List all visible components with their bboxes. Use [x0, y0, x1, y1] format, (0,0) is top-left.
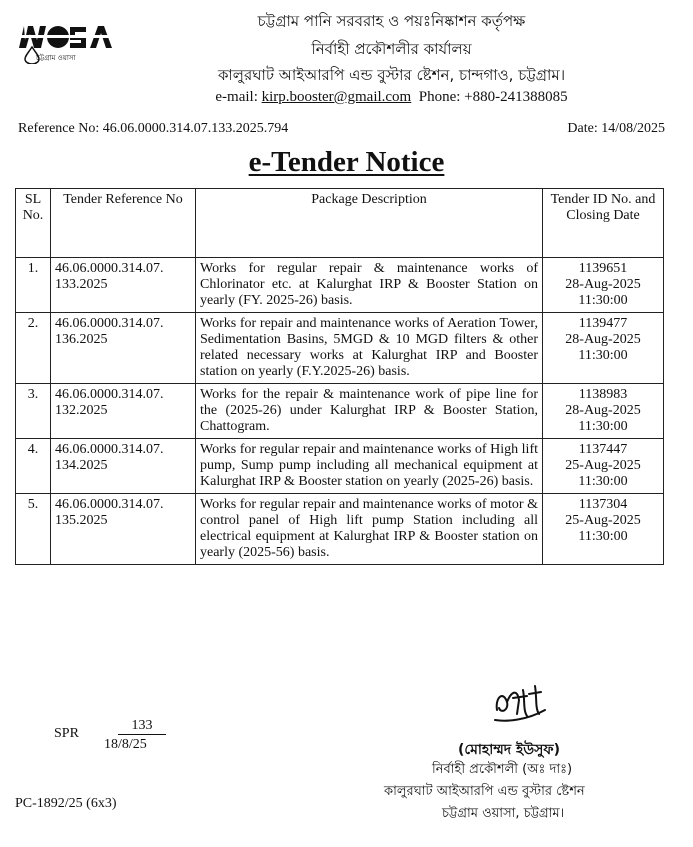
closing-time: 11:30:00: [578, 293, 628, 308]
closing-date: 25-Aug-2025: [565, 458, 641, 473]
tender-id: 1139651: [578, 261, 628, 276]
tender-id: 1137447: [578, 442, 628, 457]
cell-desc: Works for regular repair & maintenance works of Chlorinator etc. at Kalurghat IRP & Booster Station on yearly (FY. 2025-26) basis.: [196, 258, 543, 313]
table-row: [16, 313, 664, 384]
table-row: [16, 258, 664, 313]
cell-tid: [543, 439, 664, 494]
cell-desc: Works for regular repair and maintenance works of High lift pump, Sump pump including all mechanical equipment at Kalurghat IRP & Booster station on yearly (2025-26) basis.: [196, 439, 543, 494]
cell-sl: 5.: [16, 494, 51, 565]
cell-sl: 3.: [16, 384, 51, 439]
page-title: [0, 146, 693, 179]
phone-number: Phone: +880-241388085: [418, 89, 568, 105]
tender-table: [15, 188, 664, 565]
office-address: কালুরঘাট আইআরপি এন্ড বুস্টার ষ্টেশন, চান্দগাও, চট্টগ্রাম।: [217, 66, 566, 84]
tender-id: 1138983: [578, 387, 628, 402]
notice-date: Date: 14/08/2025: [567, 121, 665, 136]
signatory-org: চট্টগ্রাম ওয়াসা, চট্টগ্রাম।: [442, 806, 565, 821]
email-link[interactable]: kirp.booster@gmail.com: [261, 89, 412, 105]
tender-id: 1137304: [578, 497, 628, 512]
table-row: [16, 494, 664, 565]
org-name: চট্টগ্রাম পানি সরবরাহ ও পয়ঃনিষ্কাশন কর্তৃপক্ষ: [257, 12, 526, 30]
header-desc: Package Description: [196, 189, 543, 258]
cell-ref: 46.06.0000.314.07. 136.2025: [51, 313, 196, 384]
header-tid: Tender ID No. and Closing Date: [543, 189, 664, 258]
signatory-designation: নির্বাহী প্রকৌশলী (অঃ দাঃ): [432, 762, 573, 777]
cell-desc: Works for repair and maintenance works of Aeration Tower, Sedimentation Basins, 5MGD & 10 MGD filters & other related necessary works at Kalurghat IRP and Booster station on yearly (F.Y.2025-26) basis.: [196, 313, 543, 384]
cell-tid: [543, 384, 664, 439]
cell-tid: [543, 313, 664, 384]
table-row: [16, 439, 664, 494]
table-header-row: [16, 189, 664, 258]
closing-date: 28-Aug-2025: [565, 332, 641, 347]
contact-line: [90, 89, 693, 106]
pc-number: PC-1892/25 (6x3): [15, 796, 117, 811]
cell-ref: 46.06.0000.314.07. 135.2025: [51, 494, 196, 565]
closing-time: 11:30:00: [578, 474, 628, 489]
spr-number: 133: [118, 718, 166, 735]
office-name: নির্বাহী প্রকৌশলীর কার্যালয়: [311, 40, 472, 58]
closing-time: 11:30:00: [578, 529, 628, 544]
cell-desc: Works for regular repair and maintenance works of motor & control panel of High lift pump Station including all electrical equipment at Kalurghat IRP & Booster station on yearly (2025-56) basis.: [196, 494, 543, 565]
closing-date: 28-Aug-2025: [565, 403, 641, 418]
header-ref: Tender Reference No: [51, 189, 196, 258]
tender-id: 1139477: [578, 316, 628, 331]
closing-time: 11:30:00: [578, 348, 628, 363]
cell-desc: Works for the repair & maintenance work of pipe line for the (2025-26) under Kalurghat IRP & Booster Station, Chattogram.: [196, 384, 543, 439]
cell-ref: 46.06.0000.314.07. 133.2025: [51, 258, 196, 313]
cell-ref: 46.06.0000.314.07. 132.2025: [51, 384, 196, 439]
cell-ref: 46.06.0000.314.07. 134.2025: [51, 439, 196, 494]
cell-tid: [543, 494, 664, 565]
cell-tid: [543, 258, 664, 313]
signature-mark: [487, 680, 557, 728]
spr-date: 18/8/25: [104, 737, 147, 752]
closing-date: 25-Aug-2025: [565, 513, 641, 528]
spr-label: SPR: [54, 726, 79, 741]
table-row: [16, 384, 664, 439]
closing-time: 11:30:00: [578, 419, 628, 434]
cell-sl: 2.: [16, 313, 51, 384]
reference-number: Reference No: 46.06.0000.314.07.133.2025.794: [18, 121, 289, 136]
cell-sl: 1.: [16, 258, 51, 313]
closing-date: 28-Aug-2025: [565, 277, 641, 292]
header-sl: SL No.: [16, 189, 51, 258]
signatory-office: কালুরঘাট আইআরপি এন্ড বুস্টার ষ্টেশন: [384, 784, 585, 799]
signatory-name: (মোহাম্মদ ইউসুফ): [458, 742, 561, 758]
logo-subtitle: চট্টগ্রাম ওয়াসা: [36, 54, 76, 62]
email-label: e-mail:: [215, 89, 258, 105]
cell-sl: 4.: [16, 439, 51, 494]
title-text: e-Tender Notice: [248, 146, 445, 178]
